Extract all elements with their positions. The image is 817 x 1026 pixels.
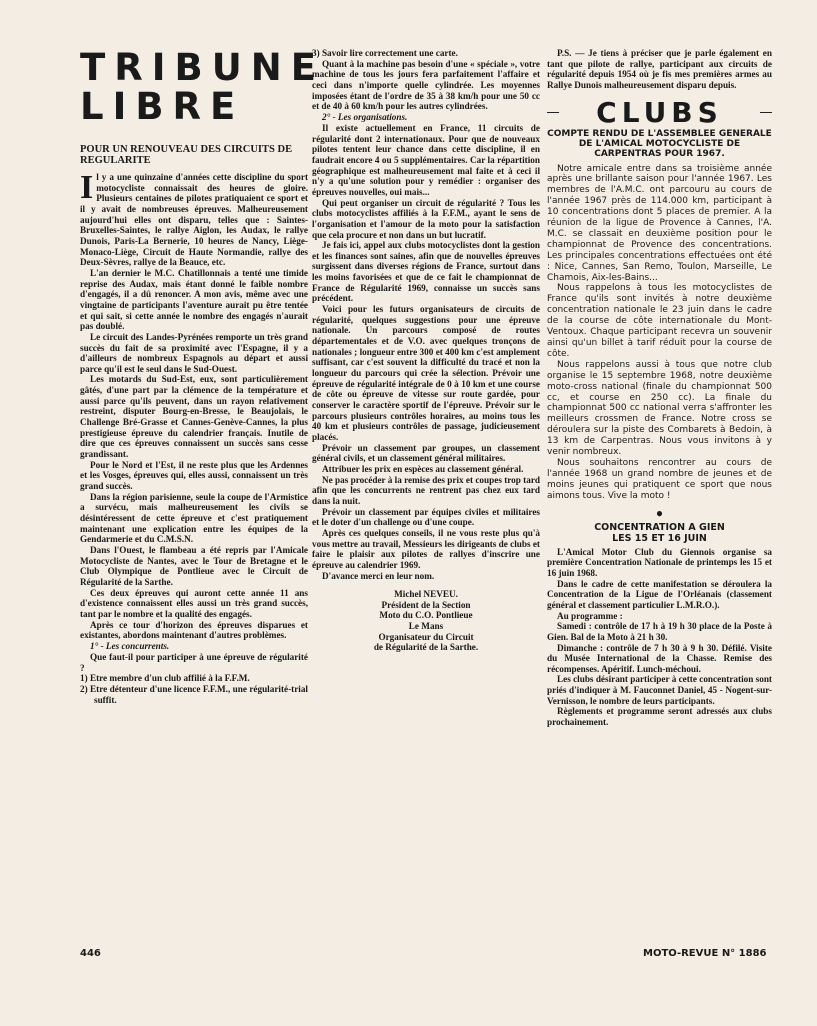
author-title: Le Mans [408, 621, 444, 632]
clubs-paragraph: Nous souhaitons rencontrer au cours de l'année 1968 un grand nombre de jeunes et de moins jeunes qui pratiquent ce sport que nous aimons tous. Vive la moto ! [547, 457, 772, 501]
gien-title [547, 522, 772, 544]
article-paragraph: Prévoir un classement par groupes, un classement général civils, et un classement général militaires. [312, 442, 540, 464]
article-paragraph: Attribuer les prix en espèces au classement général. [322, 463, 524, 474]
article-paragraph: Il existe actuellement en France, 11 circuits de régularité dont 2 internationaux. Pour que de nouveaux pilotes tentent leur chance dans cette discipline, il en faudrait encore 4 ou 5 supplémentaires. Car la répartition géographique est malheureusement mal faite et à ceci il n'y a qu'une solution pour y remédier : organiser des épreuves nouvelles, oui mais... [312, 122, 540, 197]
article-paragraph: Ces deux épreuves qui auront cette année 11 ans d'existence connaissent elles aussi un très grand succès, tant par le nombre et la qualité des engagés. [80, 587, 308, 619]
article-paragraph: Quant à la machine pas besoin d'une « spéciale », votre machine de tous les jours fera parfaitement l'affaire et ceci dans n'importe quelle cylindrée. Les moyennes imposées étant de l'ordre de 35 à 38 km/h pour une 50 cc et de 40 à 60 km/h pour les autres cylindrées. [312, 58, 540, 112]
article-paragraph: Je fais ici, appel aux clubs motocyclistes dont la gestion et les finances sont saines, afin que de nouvelles épreuves surgissent dans diverses régions de France, surtout dans les moins favorisées et que de ce fait le championnat de France de Régularité 1969, connaisse un succès sans précédent. [312, 240, 540, 304]
gien-paragraph: Règlements et programme seront adressés aux clubs prochainement. [547, 706, 772, 728]
clubs-paragraph: Nous rappelons à tous les motocyclistes de France qu'ils sont invités à notre deuxième concentration nationale le 23 juin dans le cadre de la course de côte internationale du Mont-Ventoux. Chaque participant recevra un souvenir ainsi qu'un billet à tarif réduit pour la course de côte. [547, 283, 772, 359]
article-paragraph: Qui peut organiser un circuit de régularité ? Tous les clubs motocyclistes affiliés à la F.F.M., ayant le sens de l'organisation et l'amour de la moto pour la satisfaction que cela procure et non dans un but lucratif. [312, 197, 540, 240]
article-paragraph: Après ce tour d'horizon des épreuves disparues et existantes, abordons maintenant d'autres problèmes. [80, 619, 308, 641]
author-title: Président de la Section [381, 599, 471, 610]
author-title: de Régularité de la Sarthe. [373, 642, 479, 653]
article-headline: POUR UN RENOUVEAU DES CIRCUITS DE REGULARITE [80, 144, 293, 166]
article-paragraph: Prévoir un classement par équipes civiles et militaires et le doter d'un challenge ou d'une coupe. [312, 506, 540, 528]
list-item: 3) Savoir lire correctement une carte. [312, 48, 458, 58]
gien-paragraph: L'Amical Motor Club du Giennois organise sa première Concentration Nationale de printemps les 15 et 16 juin 1968. [547, 546, 772, 578]
author-title: Moto du C.O. Pontlieue [379, 610, 473, 621]
article-paragraph: Pour le Nord et l'Est, il ne reste plus que les Ardennes et les Vosges, épreuves qui, elles aussi, connaissent un très grand succès. [80, 459, 308, 492]
section-label: 2° - Les organisations. [322, 111, 408, 122]
gien-paragraph: Au programme : [557, 610, 623, 621]
article-paragraph: Voici pour les futurs organisateurs de circuits de régularité, quelques suggestions pour une épreuve nationale. Un parcours composé de routes départementales et de V.O. avec quelques tronçons de nationales ; longueur entre 300 et 400 km c'est amplement suffisant, car c'est souvent la difficulté du tracé et non la longueur du parcours qui crée la sélection. Prévoir une épreuve de régularité intégrale de 0 à 10 km et une course de côte ou épreuve de vitesse sur route gardée, pour conserver le caractère sportif de l'épreuve. Prévoir sur le parcours plusieurs contrôles horaires, au moins tous les 40 km et plusieurs contrôles de passage, judicieusement placés. [312, 304, 540, 442]
gien-paragraph: Dans le cadre de cette manifestation se déroulera la Concentration de la Ligue de l'Orléanais (classement général et classement particulier L.M.R.O.). [547, 578, 772, 610]
gien-title-line2: LES 15 ET 16 JUIN [612, 532, 707, 544]
gien-paragraph: Samedi : contrôle de 17 h à 19 h 30 place de la Poste à Gien. Bal de la Moto à 21 h 30. [547, 621, 772, 642]
clubs-body [547, 164, 772, 502]
article-paragraph: Dans la région parisienne, seule la coupe de l'Armistice a survécu, mais malheureusement les civils se désintéressent de cette épreuve et c'est pratiquement maintenant une explication entre les équipes de la Gendarmerie et du C.M.S.N. [80, 491, 308, 545]
clubs-title: CLUBS [547, 97, 772, 129]
section-label: 1° - Les concurrents. [90, 640, 170, 651]
article-paragraph: Les motards du Sud-Est, eux, sont particulièrement gâtés, d'une part par la clémence de la température et aussi parce qu'ils peuvent, dans un rayon relativement restreint, disputer Bourg-en-Bresse, le Beaujolais, le Challenge Bré-Grasse et Cannes-Genève-Cannes, la plus prestigieuse épreuve du calendrier français. Inutile de dire que ces épreuves connaissent un succès sans cesse grandissant. [80, 374, 308, 460]
column-2 [312, 48, 540, 653]
list-item: 2) Etre détenteur d'une licence F.F.M., une régularité-trial suffit. [80, 683, 308, 705]
author-name: Michel NEVEU. [394, 589, 458, 600]
masthead-line2: LIBRE [80, 85, 245, 128]
article-paragraph: Ne pas procéder à la remise des prix et coupes trop tard afin que les concurrents ne rentrent pas chez eux tard dans la nuit. [312, 474, 541, 506]
column-3 [547, 48, 772, 728]
list-item: 1) Etre membre d'un club affilié à la F.F.M. [80, 673, 250, 684]
gien-paragraph: Dimanche : contrôle de 7 h 30 à 9 h 30. Défilé. Visite du Musée International de la Chasse. Remise des récompenses. Apéritif. Lunch-méchoui. [547, 642, 772, 674]
gien-title-line1: CONCENTRATION A GIEN [594, 521, 725, 533]
article-paragraph: D'avance merci en leur nom. [322, 570, 435, 581]
drop-cap: I [80, 169, 94, 206]
article-paragraph: Après ces quelques conseils, il ne vous reste plus qu'à vous mettre au travail, Messieurs les dirigeants de clubs et faire le plaisir aux pilotes de rallyes d'inscrire une épreuve au calendrier 1969. [312, 527, 540, 570]
masthead-line1: TRIBUNE [80, 46, 325, 89]
masthead [80, 46, 325, 128]
column-1 [80, 46, 325, 705]
clubs-paragraph: Nous rappelons aussi à tous que notre club organise le 15 septembre 1968, notre deuxième moto-cross national (finale du championnat 500 cc, et course en 250 cc). La finale du championnat 500 cc national verra s'affronter les meilleurs crossmen de France. Notre cross se déroulera sur la piste des Combarets à Bedoin, à 13 km de Carpentras. Nous vous invitons à y venir nombreux. [547, 359, 772, 458]
article-paragraph: Il y a une quinzaine d'années cette discipline du sport motocycliste connaissait des heures de gloire. Plusieurs centaines de pilotes pratiquaient ce sport et il y avait de nombreuses épreuves. Malheureusement aujourd'hui elles ont disparu, telles que : Saintes-Bruxelles-Saintes, le rallye Aiglon, les Audax, le rallye Dunois, Paris-La Bernerie, 10 heures de Nancy, Liège-Monaco-Liège, Circuit de Haute Normandie, rallye des Deux-Sèvres, rallye de la Beauce, etc. [80, 169, 308, 268]
article-paragraph: Dans l'Ouest, le flambeau a été repris par l'Amicale Motocycliste de Nantes, avec le Tour de Bretagne et le Club Olympique de Pontlieue avec le Circuit de Régularité de la Sarthe. [80, 544, 308, 587]
clubs-paragraph: Notre amicale entre dans sa troisième année après une brillante saison pour l'année 1967. Les membres de l'A.M.C. ont parcouru au cours de l'année 1967 près de 114.000 km, participant à 10 concentrations dont 5 places de premier. A la réunion de la ligue de Provence à Cannes, l'A. M.C. se classait en deuxième position pour le championnat de Provence des concentrations. Les principales concentrations effectuées ont été : Nice, Cannes, San Remo, Toulon, Marseille, Le Chamois, Aix-les-Bains... [547, 163, 772, 283]
postscript: P.S. — Je tiens à préciser que je parle également en tant que pilote de rallye, participant aux circuits de régularité depuis 1954 où je fis mes premières armes au Rallye Dunois malheureusement disparu depuis. [547, 48, 772, 90]
issue-label: MOTO-REVUE N° 1886 [643, 948, 767, 959]
article-paragraph: Le circuit des Landes-Pyrénées remporte un très grand succès du fait de sa proximité avec l'Espagne, il y a d'ailleurs de nombreux Espagnols au départ et aussi parce qu'il est le seul dans le Sud-Ouest. [80, 331, 308, 374]
gien-paragraph: Les clubs désirant participer à cette concentration sont priés d'indiquer à M. Fauconnet Daniel, 45 - Nogent-sur-Vernisson, le nombre de leurs participants. [547, 674, 772, 706]
article-paragraph: Que faut-il pour participer à une épreuve de régularité ? [80, 651, 308, 673]
clubs-subtitle: COMPTE RENDU DE L'ASSEMBLEE GENERALE DE L'AMICAL MOTOCYCLISTE DE CARPENTRAS POUR 1967. [547, 128, 772, 160]
article-paragraph: L'an dernier le M.C. Chatillonnais a tenté une timide reprise des Audax, mais étant donné le faible nombre d'engagés, il a dû renoncer. A mon avis, même avec une vingtaine de participants l'aventure aurait pu être tentée et qui sait, si cette année le nombre des engagés n'aurait pas doublé. [80, 267, 308, 332]
page-number: 446 [80, 948, 101, 959]
author-title: Organisateur du Circuit [378, 631, 474, 642]
separator-bullet: ● [655, 505, 664, 520]
